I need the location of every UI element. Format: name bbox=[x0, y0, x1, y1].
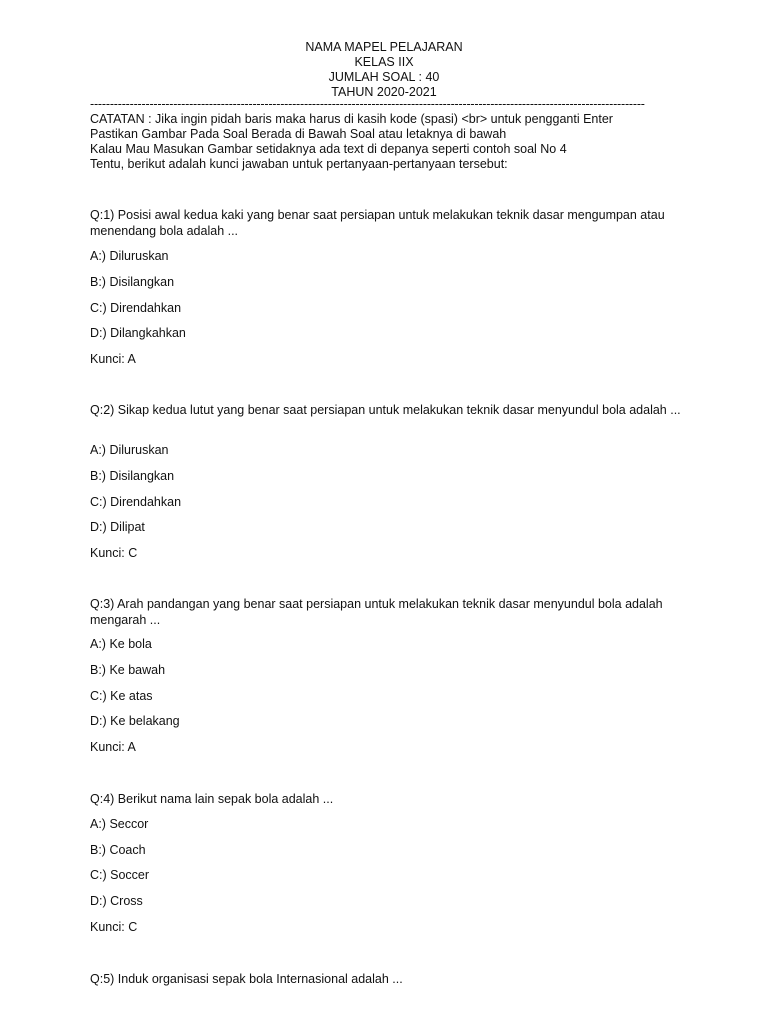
question-text: Q:2) Sikap kedua lutut yang benar saat persiapan untuk melakukan teknik dasar menyundul bola adalah ... bbox=[90, 403, 681, 417]
option-c: C:) Direndahkan bbox=[90, 301, 182, 315]
option-a: A:) Ke bola bbox=[90, 637, 152, 651]
option-b: B:) Ke bawah bbox=[90, 663, 166, 677]
option-d: D:) Dilipat bbox=[90, 520, 145, 534]
note-line: Pastikan Gambar Pada Soal Berada di Bawah Soal atau letaknya di bawah bbox=[90, 127, 507, 141]
question-block bbox=[90, 791, 690, 934]
question-block bbox=[90, 971, 690, 987]
note-line: Kalau Mau Masukan Gambar setidaknya ada text di depanya seperti contoh soal No 4 bbox=[90, 142, 567, 156]
question-text: Q:5) Induk organisasi sepak bola Internasional adalah ... bbox=[90, 972, 403, 986]
question-block bbox=[90, 596, 690, 754]
question-block bbox=[90, 207, 690, 366]
note-line: Tentu, berikut adalah kunci jawaban untuk pertanyaan-pertanyaan tersebut: bbox=[90, 157, 508, 171]
question-text: Q:3) Arah pandangan yang benar saat persiapan untuk melakukan teknik dasar menyundul bola adalah mengarah ... bbox=[90, 597, 663, 627]
option-c: C:) Soccer bbox=[90, 868, 150, 882]
answer-key: Kunci: C bbox=[90, 546, 138, 560]
option-a: A:) Seccor bbox=[90, 817, 149, 831]
option-d: D:) Cross bbox=[90, 894, 143, 908]
option-c: C:) Direndahkan bbox=[90, 495, 182, 509]
question-text: Q:1) Posisi awal kedua kaki yang benar saat persiapan untuk melakukan teknik dasar mengumpan atau menendang bola adalah ... bbox=[90, 208, 665, 238]
option-c: C:) Ke atas bbox=[90, 689, 153, 703]
school-year: TAHUN 2020-2021 bbox=[331, 85, 437, 99]
document-header bbox=[0, 40, 768, 100]
notes-block bbox=[90, 112, 690, 172]
option-a: A:) Diluruskan bbox=[90, 249, 169, 263]
option-d: D:) Dilangkahkan bbox=[90, 326, 186, 340]
option-b: B:) Disilangkan bbox=[90, 469, 175, 483]
answer-key: Kunci: A bbox=[90, 352, 136, 366]
option-d: D:) Ke belakang bbox=[90, 714, 180, 728]
dashed-divider: -------------------------------------------------------------------------------------------------------------------------------------------- bbox=[90, 97, 645, 111]
note-line: CATATAN : Jika ingin pidah baris maka harus di kasih kode (spasi) <br> untuk pengganti Enter bbox=[90, 112, 613, 126]
answer-key: Kunci: C bbox=[90, 920, 138, 934]
question-text: Q:4) Berikut nama lain sepak bola adalah ... bbox=[90, 792, 334, 806]
option-a: A:) Diluruskan bbox=[90, 443, 169, 457]
answer-key: Kunci: A bbox=[90, 740, 136, 754]
subject-name: NAMA MAPEL PELAJARAN bbox=[305, 40, 463, 54]
option-b: B:) Coach bbox=[90, 843, 146, 857]
option-b: B:) Disilangkan bbox=[90, 275, 175, 289]
question-block bbox=[90, 402, 690, 560]
class-level: KELAS IIX bbox=[354, 55, 414, 69]
question-count: JUMLAH SOAL : 40 bbox=[328, 70, 440, 84]
